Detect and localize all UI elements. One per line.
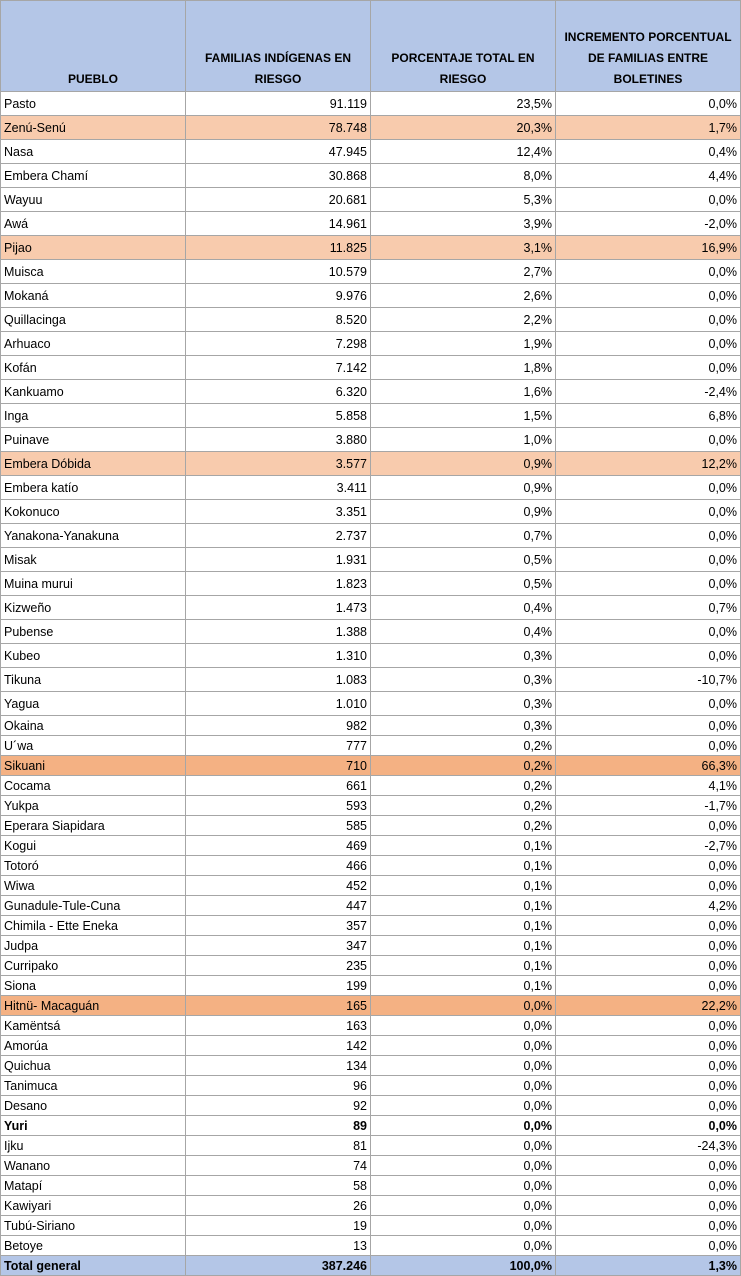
cell-pueblo: Pijao — [1, 236, 186, 260]
cell-familias: 19 — [186, 1216, 371, 1236]
cell-familias: 7.298 — [186, 332, 371, 356]
cell-familias: 585 — [186, 816, 371, 836]
total-porcentaje: 100,0% — [371, 1256, 556, 1276]
cell-pueblo: Kokonuco — [1, 500, 186, 524]
table-row — [1, 876, 741, 896]
cell-incremento: 0,0% — [556, 876, 741, 896]
cell-incremento: 0,0% — [556, 524, 741, 548]
cell-incremento: 0,0% — [556, 260, 741, 284]
cell-pueblo: Muisca — [1, 260, 186, 284]
table-row — [1, 1216, 741, 1236]
cell-incremento: 0,0% — [556, 308, 741, 332]
cell-incremento: 0,0% — [556, 1236, 741, 1256]
cell-pueblo: Desano — [1, 1096, 186, 1116]
cell-familias: 3.411 — [186, 476, 371, 500]
cell-incremento: 0,0% — [556, 976, 741, 996]
cell-porcentaje: 0,2% — [371, 816, 556, 836]
cell-incremento: 0,0% — [556, 1076, 741, 1096]
cell-incremento: -2,0% — [556, 212, 741, 236]
cell-pueblo: Embera katío — [1, 476, 186, 500]
table-row — [1, 896, 741, 916]
cell-pueblo: Gunadule-Tule-Cuna — [1, 896, 186, 916]
cell-pueblo: Yuri — [1, 1116, 186, 1136]
cell-pueblo: Zenú-Senú — [1, 116, 186, 140]
cell-familias: 92 — [186, 1096, 371, 1116]
table-body — [1, 92, 741, 1256]
cell-incremento: 0,0% — [556, 956, 741, 976]
cell-pueblo: Kawiyari — [1, 1196, 186, 1216]
cell-incremento: 0,0% — [556, 1096, 741, 1116]
table-row — [1, 596, 741, 620]
cell-pueblo: Kogui — [1, 836, 186, 856]
cell-incremento: 0,0% — [556, 620, 741, 644]
cell-familias: 452 — [186, 876, 371, 896]
table-row — [1, 164, 741, 188]
cell-pueblo: Cocama — [1, 776, 186, 796]
cell-incremento: 4,2% — [556, 896, 741, 916]
cell-familias: 78.748 — [186, 116, 371, 140]
table-row — [1, 1156, 741, 1176]
cell-porcentaje: 0,0% — [371, 1156, 556, 1176]
cell-familias: 710 — [186, 756, 371, 776]
table-row — [1, 1196, 741, 1216]
cell-porcentaje: 0,1% — [371, 956, 556, 976]
cell-incremento: -1,7% — [556, 796, 741, 816]
cell-porcentaje: 12,4% — [371, 140, 556, 164]
cell-porcentaje: 0,5% — [371, 572, 556, 596]
cell-pueblo: Kankuamo — [1, 380, 186, 404]
cell-porcentaje: 0,1% — [371, 916, 556, 936]
cell-incremento: 0,0% — [556, 916, 741, 936]
table-row — [1, 692, 741, 716]
cell-porcentaje: 0,1% — [371, 976, 556, 996]
cell-porcentaje: 0,9% — [371, 452, 556, 476]
cell-porcentaje: 0,0% — [371, 1136, 556, 1156]
cell-porcentaje: 20,3% — [371, 116, 556, 140]
cell-pueblo: Muina murui — [1, 572, 186, 596]
table-row — [1, 856, 741, 876]
cell-familias: 165 — [186, 996, 371, 1016]
cell-familias: 1.010 — [186, 692, 371, 716]
total-incremento: 1,3% — [556, 1256, 741, 1276]
table-row — [1, 404, 741, 428]
cell-pueblo: Awá — [1, 212, 186, 236]
header-row — [1, 1, 741, 92]
cell-familias: 6.320 — [186, 380, 371, 404]
table-row — [1, 1016, 741, 1036]
table-row — [1, 284, 741, 308]
table-row — [1, 716, 741, 736]
cell-pueblo: Totoró — [1, 856, 186, 876]
cell-familias: 163 — [186, 1016, 371, 1036]
header-familias: FAMILIAS INDÍGENAS EN RIESGO — [186, 1, 371, 92]
cell-familias: 134 — [186, 1056, 371, 1076]
cell-incremento: -24,3% — [556, 1136, 741, 1156]
cell-familias: 199 — [186, 976, 371, 996]
cell-familias: 469 — [186, 836, 371, 856]
cell-porcentaje: 0,3% — [371, 692, 556, 716]
cell-pueblo: Pubense — [1, 620, 186, 644]
cell-familias: 47.945 — [186, 140, 371, 164]
cell-familias: 74 — [186, 1156, 371, 1176]
cell-porcentaje: 0,1% — [371, 896, 556, 916]
cell-pueblo: Amorúa — [1, 1036, 186, 1056]
cell-pueblo: Wanano — [1, 1156, 186, 1176]
cell-pueblo: Puinave — [1, 428, 186, 452]
cell-pueblo: Sikuani — [1, 756, 186, 776]
table-row — [1, 916, 741, 936]
cell-familias: 1.473 — [186, 596, 371, 620]
cell-incremento: 0,0% — [556, 548, 741, 572]
cell-porcentaje: 0,0% — [371, 1036, 556, 1056]
cell-pueblo: Kofán — [1, 356, 186, 380]
cell-incremento: 0,0% — [556, 1196, 741, 1216]
header-porcentaje: PORCENTAJE TOTAL EN RIESGO — [371, 1, 556, 92]
cell-pueblo: Tubú-Siriano — [1, 1216, 186, 1236]
cell-pueblo: Wayuu — [1, 188, 186, 212]
cell-porcentaje: 3,1% — [371, 236, 556, 260]
table-row — [1, 212, 741, 236]
cell-porcentaje: 2,6% — [371, 284, 556, 308]
table-row — [1, 140, 741, 164]
cell-pueblo: Arhuaco — [1, 332, 186, 356]
cell-porcentaje: 0,0% — [371, 1216, 556, 1236]
cell-familias: 777 — [186, 736, 371, 756]
cell-pueblo: Tikuna — [1, 668, 186, 692]
cell-pueblo: Tanimuca — [1, 1076, 186, 1096]
cell-familias: 58 — [186, 1176, 371, 1196]
cell-porcentaje: 0,3% — [371, 668, 556, 692]
cell-incremento: 0,0% — [556, 1036, 741, 1056]
cell-familias: 1.083 — [186, 668, 371, 692]
cell-pueblo: Kizweño — [1, 596, 186, 620]
table-row — [1, 356, 741, 380]
table-row — [1, 668, 741, 692]
table-row — [1, 548, 741, 572]
cell-pueblo: Siona — [1, 976, 186, 996]
cell-porcentaje: 0,0% — [371, 1176, 556, 1196]
cell-porcentaje: 0,7% — [371, 524, 556, 548]
cell-incremento: 0,0% — [556, 644, 741, 668]
cell-incremento: 0,0% — [556, 1216, 741, 1236]
table-row — [1, 1096, 741, 1116]
cell-porcentaje: 8,0% — [371, 164, 556, 188]
cell-familias: 3.880 — [186, 428, 371, 452]
cell-familias: 81 — [186, 1136, 371, 1156]
cell-incremento: 4,1% — [556, 776, 741, 796]
cell-familias: 11.825 — [186, 236, 371, 260]
cell-porcentaje: 0,0% — [371, 1096, 556, 1116]
cell-incremento: 0,4% — [556, 140, 741, 164]
cell-porcentaje: 23,5% — [371, 92, 556, 116]
cell-pueblo: Kamëntsá — [1, 1016, 186, 1036]
cell-incremento: 0,0% — [556, 500, 741, 524]
cell-pueblo: Misak — [1, 548, 186, 572]
table-row — [1, 776, 741, 796]
cell-porcentaje: 0,1% — [371, 876, 556, 896]
cell-incremento: 22,2% — [556, 996, 741, 1016]
table-row — [1, 524, 741, 548]
cell-familias: 5.858 — [186, 404, 371, 428]
table-row — [1, 1176, 741, 1196]
cell-incremento: 0,0% — [556, 428, 741, 452]
cell-porcentaje: 0,3% — [371, 716, 556, 736]
cell-porcentaje: 5,3% — [371, 188, 556, 212]
cell-pueblo: Quichua — [1, 1056, 186, 1076]
cell-porcentaje: 0,3% — [371, 644, 556, 668]
cell-incremento: -2,7% — [556, 836, 741, 856]
cell-pueblo: Pasto — [1, 92, 186, 116]
table-row — [1, 236, 741, 260]
cell-pueblo: Chimila - Ette Eneka — [1, 916, 186, 936]
cell-incremento: 12,2% — [556, 452, 741, 476]
cell-pueblo: U´wa — [1, 736, 186, 756]
cell-familias: 466 — [186, 856, 371, 876]
cell-incremento: -2,4% — [556, 380, 741, 404]
cell-porcentaje: 0,4% — [371, 620, 556, 644]
cell-familias: 1.823 — [186, 572, 371, 596]
total-familias: 387.246 — [186, 1256, 371, 1276]
cell-incremento: 0,0% — [556, 856, 741, 876]
cell-incremento: 0,0% — [556, 1156, 741, 1176]
cell-familias: 447 — [186, 896, 371, 916]
cell-incremento: 0,7% — [556, 596, 741, 620]
cell-porcentaje: 0,5% — [371, 548, 556, 572]
table-row — [1, 1136, 741, 1156]
cell-porcentaje: 1,9% — [371, 332, 556, 356]
cell-pueblo: Inga — [1, 404, 186, 428]
table-row — [1, 452, 741, 476]
total-label: Total general — [1, 1256, 186, 1276]
table-row — [1, 428, 741, 452]
cell-familias: 1.310 — [186, 644, 371, 668]
cell-familias: 593 — [186, 796, 371, 816]
cell-familias: 13 — [186, 1236, 371, 1256]
cell-incremento: 66,3% — [556, 756, 741, 776]
cell-porcentaje: 0,0% — [371, 1056, 556, 1076]
cell-familias: 3.351 — [186, 500, 371, 524]
cell-pueblo: Curripako — [1, 956, 186, 976]
table-row — [1, 308, 741, 332]
table-row — [1, 92, 741, 116]
cell-incremento: 0,0% — [556, 476, 741, 500]
cell-porcentaje: 1,6% — [371, 380, 556, 404]
cell-porcentaje: 1,8% — [371, 356, 556, 380]
table-row — [1, 476, 741, 500]
cell-pueblo: Nasa — [1, 140, 186, 164]
table-row — [1, 620, 741, 644]
cell-incremento: 0,0% — [556, 572, 741, 596]
table-row — [1, 816, 741, 836]
cell-porcentaje: 0,2% — [371, 736, 556, 756]
cell-familias: 96 — [186, 1076, 371, 1096]
cell-incremento: 0,0% — [556, 356, 741, 380]
table-row — [1, 500, 741, 524]
cell-familias: 1.388 — [186, 620, 371, 644]
cell-incremento: 1,7% — [556, 116, 741, 140]
cell-pueblo: Embera Dóbida — [1, 452, 186, 476]
table-row — [1, 1076, 741, 1096]
cell-familias: 91.119 — [186, 92, 371, 116]
cell-porcentaje: 0,9% — [371, 476, 556, 500]
cell-familias: 14.961 — [186, 212, 371, 236]
table-row — [1, 1116, 741, 1136]
cell-pueblo: Hitnü- Macaguán — [1, 996, 186, 1016]
cell-porcentaje: 0,2% — [371, 796, 556, 816]
cell-porcentaje: 3,9% — [371, 212, 556, 236]
cell-familias: 8.520 — [186, 308, 371, 332]
cell-incremento: 0,0% — [556, 1056, 741, 1076]
table-row — [1, 332, 741, 356]
table-row — [1, 1236, 741, 1256]
cell-incremento: 0,0% — [556, 1176, 741, 1196]
cell-pueblo: Embera Chamí — [1, 164, 186, 188]
cell-incremento: 0,0% — [556, 92, 741, 116]
cell-porcentaje: 0,0% — [371, 996, 556, 1016]
cell-porcentaje: 2,2% — [371, 308, 556, 332]
total-row — [1, 1256, 741, 1276]
cell-incremento: 0,0% — [556, 716, 741, 736]
table-row — [1, 936, 741, 956]
table-row — [1, 1056, 741, 1076]
cell-familias: 347 — [186, 936, 371, 956]
cell-familias: 1.931 — [186, 548, 371, 572]
cell-incremento: 0,0% — [556, 188, 741, 212]
table-row — [1, 996, 741, 1016]
cell-porcentaje: 0,0% — [371, 1076, 556, 1096]
cell-pueblo: Ijku — [1, 1136, 186, 1156]
cell-familias: 982 — [186, 716, 371, 736]
cell-incremento: 6,8% — [556, 404, 741, 428]
cell-pueblo: Okaina — [1, 716, 186, 736]
cell-incremento: 4,4% — [556, 164, 741, 188]
cell-pueblo: Kubeo — [1, 644, 186, 668]
cell-familias: 357 — [186, 916, 371, 936]
table-row — [1, 260, 741, 284]
cell-familias: 3.577 — [186, 452, 371, 476]
cell-porcentaje: 0,9% — [371, 500, 556, 524]
cell-incremento: -10,7% — [556, 668, 741, 692]
cell-pueblo: Yanakona-Yanakuna — [1, 524, 186, 548]
cell-incremento: 0,0% — [556, 936, 741, 956]
cell-familias: 89 — [186, 1116, 371, 1136]
cell-porcentaje: 0,0% — [371, 1016, 556, 1036]
cell-pueblo: Yukpa — [1, 796, 186, 816]
cell-porcentaje: 0,4% — [371, 596, 556, 620]
header-pueblo: PUEBLO — [1, 1, 186, 92]
cell-pueblo: Wiwa — [1, 876, 186, 896]
table-row — [1, 644, 741, 668]
cell-pueblo: Eperara Siapidara — [1, 816, 186, 836]
cell-incremento: 0,0% — [556, 736, 741, 756]
cell-familias: 7.142 — [186, 356, 371, 380]
table-row — [1, 756, 741, 776]
table-row — [1, 116, 741, 140]
cell-familias: 142 — [186, 1036, 371, 1056]
cell-porcentaje: 0,1% — [371, 856, 556, 876]
table-row — [1, 976, 741, 996]
cell-familias: 2.737 — [186, 524, 371, 548]
cell-familias: 20.681 — [186, 188, 371, 212]
header-incremento: INCREMENTO PORCENTUAL DE FAMILIAS ENTRE BOLETINES — [556, 1, 741, 92]
cell-porcentaje: 1,5% — [371, 404, 556, 428]
cell-porcentaje: 0,1% — [371, 936, 556, 956]
cell-familias: 235 — [186, 956, 371, 976]
cell-incremento: 0,0% — [556, 1016, 741, 1036]
cell-pueblo: Betoye — [1, 1236, 186, 1256]
cell-incremento: 0,0% — [556, 284, 741, 308]
table-row — [1, 796, 741, 816]
cell-pueblo: Quillacinga — [1, 308, 186, 332]
cell-incremento: 0,0% — [556, 692, 741, 716]
cell-familias: 10.579 — [186, 260, 371, 284]
cell-incremento: 0,0% — [556, 816, 741, 836]
cell-porcentaje: 0,2% — [371, 756, 556, 776]
cell-pueblo: Mokaná — [1, 284, 186, 308]
cell-porcentaje: 0,1% — [371, 836, 556, 856]
table-row — [1, 188, 741, 212]
table-row — [1, 956, 741, 976]
cell-porcentaje: 0,0% — [371, 1196, 556, 1216]
cell-pueblo: Judpa — [1, 936, 186, 956]
cell-familias: 9.976 — [186, 284, 371, 308]
cell-incremento: 16,9% — [556, 236, 741, 260]
cell-porcentaje: 0,0% — [371, 1236, 556, 1256]
cell-porcentaje: 1,0% — [371, 428, 556, 452]
cell-familias: 26 — [186, 1196, 371, 1216]
table-row — [1, 380, 741, 404]
cell-incremento: 0,0% — [556, 332, 741, 356]
cell-familias: 30.868 — [186, 164, 371, 188]
cell-pueblo: Matapí — [1, 1176, 186, 1196]
table-row — [1, 1036, 741, 1056]
cell-incremento: 0,0% — [556, 1116, 741, 1136]
cell-familias: 661 — [186, 776, 371, 796]
table-row — [1, 736, 741, 756]
table-row — [1, 836, 741, 856]
table-row — [1, 572, 741, 596]
cell-porcentaje: 0,0% — [371, 1116, 556, 1136]
cell-pueblo: Yagua — [1, 692, 186, 716]
cell-porcentaje: 0,2% — [371, 776, 556, 796]
cell-porcentaje: 2,7% — [371, 260, 556, 284]
